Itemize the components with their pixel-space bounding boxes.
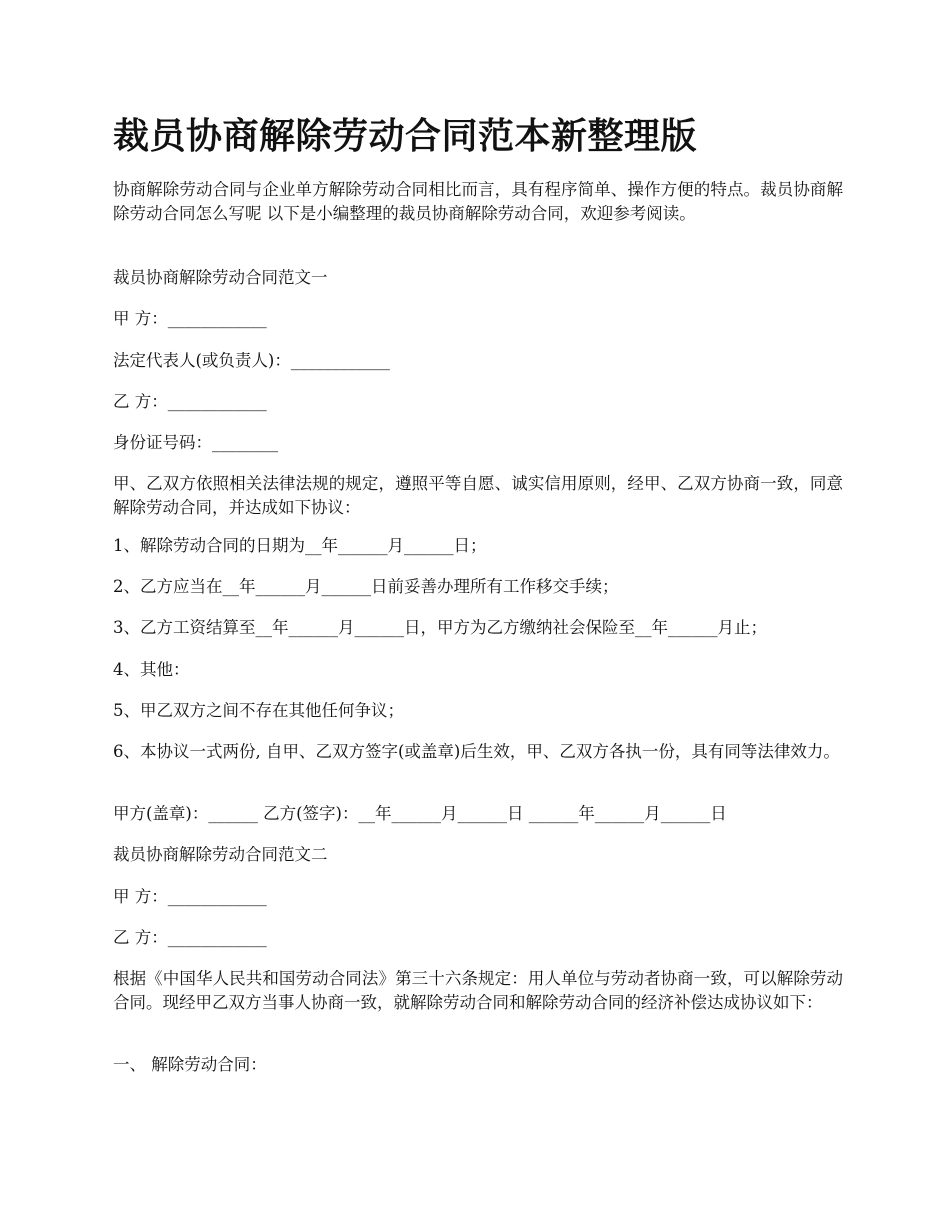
document-title: 裁员协商解除劳动合同范本新整理版 [113, 115, 698, 157]
sample1-party-a: 甲 方：____________ [113, 309, 267, 328]
clause-4: 4、其他： [113, 660, 190, 679]
sample1-preamble: 甲、乙双方依照相关法律法规的规定，遵照平等自愿、诚实信用原则，经甲、乙双方协商一致，同意解除劳动合同，并达成如下协议： [113, 474, 843, 517]
sample1-party-b: 乙 方：____________ [113, 392, 267, 411]
clause-1: 1、解除劳动合同的日期为__年______月______日； [113, 536, 487, 555]
clause-2: 2、乙方应当在__年______月______日前妥善办理所有工作移交手续； [113, 577, 619, 596]
clause-5: 5、甲乙双方之间不存在其他任何争议； [113, 701, 404, 720]
clause-3: 3、乙方工资结算至__年______月______日，甲方为乙方缴纳社会保险至__年______月止； [113, 618, 767, 637]
intro-paragraph: 协商解除劳动合同与企业单方解除劳动合同相比而言，具有程序简单、操作方便的特点。裁员协商解除劳动合同怎么写呢 以下是小编整理的裁员协商解除劳动合同，欢迎参考阅读。 [113, 180, 843, 223]
sample2-preamble: 根据《中国华人民共和国劳动合同法》第三十六条规定：用人单位与劳动者协商一致，可以解除劳动合同。现经甲乙双方当事人协商一致，就解除劳动合同和解除劳动合同的经济补偿达成协议如下： [113, 969, 843, 1012]
sample2-heading: 裁员协商解除劳动合同范文二 [113, 845, 328, 864]
sample1-heading: 裁员协商解除劳动合同范文一 [113, 268, 328, 287]
signature-line: 甲方(盖章)：______ 乙方(签字)：__年______月______日 ______年______月______日 [113, 804, 727, 823]
sample2-section-1: 一、 解除劳动合同： [113, 1055, 267, 1074]
sample1-id-number: 身份证号码：________ [113, 433, 278, 452]
sample1-legal-rep: 法定代表人(或负责人)：____________ [113, 351, 390, 370]
clause-6: 6、本协议一式两份, 自甲、乙双方签字(或盖章)后生效，甲、乙双方各执一份，具有同等法律效力。 [113, 742, 840, 761]
sample2-party-a: 甲 方：____________ [113, 887, 267, 906]
sample2-party-b: 乙 方：____________ [113, 928, 267, 947]
